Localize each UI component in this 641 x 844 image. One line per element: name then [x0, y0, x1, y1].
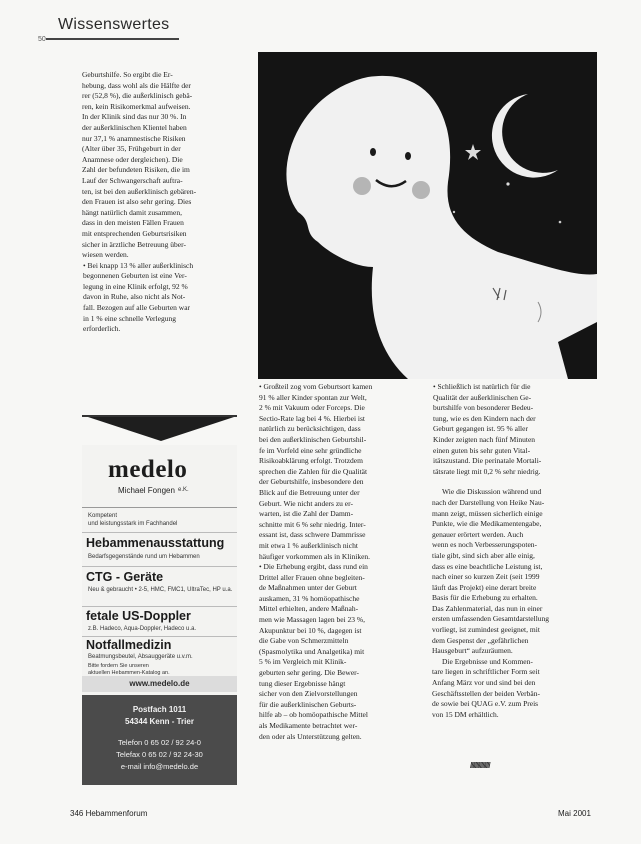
ad-triangle-banner: [88, 417, 234, 441]
bullet-icon: •: [259, 382, 264, 391]
text-line: dass in den meisten Fällen Frauen: [82, 218, 184, 228]
text-line: erforderlich.: [83, 324, 121, 334]
text-line: tare liegen in schriftlicher Form seit: [432, 667, 540, 677]
paragraph-gap: [432, 477, 598, 487]
bullet-icon: •: [83, 260, 88, 270]
text-line: Die Ergebnisse und Kommen-: [442, 656, 533, 666]
ghost-moon-illustration: [258, 52, 597, 379]
text-line: hängt natürlich damit zusammen,: [82, 207, 182, 217]
text-line: dem Gespenst der „gefährlichen: [432, 635, 529, 645]
illustration-graphic: [258, 52, 597, 379]
text-line: nur 37,1 % anamnestische Risiken: [82, 133, 186, 143]
ad-heading-notfallmedizin: Notfallmedizin: [86, 638, 172, 652]
text-line: Geschäftsstellen der beiden Verbän-: [432, 688, 540, 698]
ad-address-line: 54344 Kenn - Trier: [125, 717, 194, 726]
text-line: läuft das Projekt) eine derart breite: [432, 582, 537, 592]
col1-bullet: [82, 261, 236, 335]
text-line: burtshilfe von besonderer Bedeu-: [433, 403, 534, 413]
text-line: rer (52,8 %), die außerklinisch gebä-: [82, 91, 193, 101]
ad-section-desc: z.B. Hadeco, Aqua-Doppler, Hadeco u.a.: [88, 626, 197, 632]
ad-intro: [88, 512, 236, 528]
text-line: wiesen werden.: [82, 250, 129, 260]
medelo-logo: medelo: [108, 456, 188, 483]
ad-separator: [82, 636, 237, 637]
star-icon: [506, 182, 509, 185]
text-line: tätsrate liegt mit 0,2 % sehr niedrig.: [433, 466, 541, 476]
ad-heading-ctg: CTG - Geräte: [86, 570, 164, 584]
ad-contact-email[interactable]: e-mail info@medelo.de: [120, 762, 199, 771]
text-line: tung dieser Ergebnisse hängt: [259, 678, 346, 688]
text-line: (Spasmolytika und Analgetika) mit: [259, 646, 365, 656]
ad-separator: [82, 532, 237, 533]
ad-catalog-request: [88, 663, 236, 676]
text-line: de Maßnahmen unter der Geburt: [259, 583, 357, 593]
col1-paragraph: [82, 70, 236, 261]
text-line: geburten sehr gering. Die Bewer-: [259, 668, 360, 678]
text-line: hebung, dass wohl als die Hälfte der: [82, 80, 191, 90]
text-line: Das Zahlenmaterial, das nun in einer: [432, 603, 543, 613]
text-line: Geburt gegangen ist. 95 % aller: [433, 424, 528, 434]
text-line: Hausgeburt“ aufzuräumen.: [432, 646, 513, 656]
text-line: 2 % mit Vakuum oder Forceps. Die: [259, 403, 365, 413]
ad-contact-fax: Telefax 0 65 02 / 92 24-30: [116, 750, 203, 759]
text-line: Lauf der Schwangerschaft auftra-: [82, 175, 183, 185]
text-line: Geburtshilfe. So ergibt die Er-: [82, 70, 173, 79]
text-line: wenn es noch Verbesserungspoten-: [432, 540, 538, 550]
text-line: schnitte mit 6 % sehr niedrig. Inter-: [259, 519, 366, 529]
text-line: 91 % aller Kinder spontan zur Welt,: [259, 392, 367, 402]
text-line: genauer erörtert werden. Auch: [432, 529, 524, 539]
ad-contact-phone: Telefon 0 65 02 / 92 24-0: [118, 738, 201, 747]
text-line: Wie die Diskussion während und: [442, 487, 542, 497]
text-line: einen guten bis sehr guten Vital-: [433, 445, 531, 455]
text-line: In der Klinik sind das nur 30 %. In: [82, 112, 187, 122]
ad-intro-line: Kompetent: [88, 513, 118, 519]
page-edge-mark: 50: [38, 36, 46, 43]
text-line: bei den außerklinischen Geburtshil-: [259, 434, 367, 444]
ad-website-link[interactable]: www.medelo.de: [129, 679, 190, 688]
text-line: Anfang März vor und sind bei den: [432, 678, 536, 688]
section-title: Wissenswertes: [58, 16, 170, 33]
ad-separator: [82, 566, 237, 567]
text-line: die Gabe von Schmerzmitteln: [259, 636, 349, 646]
text-line: davon in Ruhe, also nicht als Not-: [83, 292, 186, 302]
text-line: (Alter über 35, Frühgeburt in der: [82, 144, 181, 154]
text-line: fall. Bezogen auf alle Geburten war: [83, 303, 191, 313]
ad-owner-suffix: e.K.: [178, 487, 189, 493]
ad-address-line: Postfach 1011: [132, 705, 187, 714]
text-line: ren, kein Risikomerkmal aufweisen.: [82, 101, 191, 111]
text-line: von 15 DM erhältlich.: [432, 709, 499, 719]
text-line: mann zeigt, müssen sicherlich einige: [432, 508, 543, 518]
text-line: Drittel aller Frauen ohne begleiten-: [259, 572, 365, 582]
text-line: den Frauen ist also sehr gering. Dies: [82, 197, 192, 207]
article-column-2: [258, 382, 423, 742]
star-icon: [453, 211, 455, 213]
text-line: mit etwa 1 % außerklinisch nicht: [259, 540, 358, 550]
text-line: als Medikamente betrachtet wer-: [259, 721, 358, 730]
ad-section-desc: Beatmungsbeutel, Absauggeräte u.v.m.: [88, 654, 193, 660]
text-line: fe im Vorfeld eine sehr gründliche: [259, 445, 362, 455]
article-column-1: [82, 70, 236, 335]
ad-heading-doppler: fetale US-Doppler: [86, 609, 191, 623]
ad-intro-line: und leistungsstark im Fachhandel: [88, 521, 178, 527]
text-line: sicher von den Zielvorstellungen: [259, 689, 358, 699]
footer-page-number: 346 Hebammenforum: [70, 809, 148, 818]
text-line: • Schließlich ist natürlich für die: [433, 382, 531, 391]
text-line: für die außerklinischen Geburts-: [259, 699, 357, 709]
text-line: Anamnese oder dergleichen). Die: [82, 154, 183, 164]
ad-owner-name: Michael Fongen: [118, 486, 175, 495]
ad-divider: [82, 507, 237, 508]
text-line: Risikoabklärung erfolgt. Trotzdem: [259, 456, 363, 466]
text-line: dass es eine beachtliche Leistung ist,: [432, 561, 543, 571]
ad-section-desc: Neu & gebraucht • 2-5, HMC, FMC1, UltraTec, HP u.a.: [88, 587, 233, 593]
text-line: Qualität der außerklinischen Ge-: [433, 392, 532, 402]
text-line: Geburt. Wie nicht anders zu er-: [259, 498, 353, 508]
text-line: itätszustand. Die perinatale Mortali-: [433, 456, 542, 466]
text-line: 5 % im Vergleich mit Klinik-: [259, 657, 347, 667]
ad-request-line: aktuellen Hebammen-Katalog an.: [88, 669, 170, 676]
bullet-icon: •: [433, 382, 438, 391]
text-line: Mittel erhielten, andere Maßnah-: [259, 604, 359, 614]
header-rule: [46, 38, 179, 40]
text-line: der außerklinischen Klientel haben: [82, 122, 187, 132]
text-line: Akupunktur bei 10 %, dagegen ist: [259, 625, 362, 635]
text-line: mit entsprechenden Geburtsrisiken: [82, 228, 187, 238]
text-line: Zahl der befundeten Risiken, die im: [82, 165, 190, 175]
end-of-article-marks: ////////////////: [470, 761, 490, 770]
ad-separator: [82, 606, 237, 607]
text-line: Basis für die Erhebung zu erhalten.: [432, 593, 538, 603]
text-line: tung, wie es den Kindern nach der: [433, 413, 536, 423]
text-line: den oder als Unterstützung gelten.: [259, 731, 362, 741]
text-line: • Die Erhebung ergibt, dass rund ein: [259, 562, 368, 572]
text-line: legung in eine Klinik erfolgt, 92 %: [83, 281, 188, 291]
text-line: warten, ist die Zahl der Damm-: [259, 509, 354, 519]
text-line: • Großteil zog vom Geburtsort kamen: [259, 382, 373, 391]
text-line: vorliegt, ist zumindest geeignet, mit: [432, 625, 540, 635]
text-line: der Geburtshilfe, insbesondere den: [259, 477, 364, 487]
text-line: men wie Massagen lagen bei 23 %,: [259, 615, 366, 625]
ad-request-line: Bitte fordern Sie unseren: [88, 663, 149, 669]
text-line: Kinder zeigten nach fünf Minuten: [433, 434, 536, 444]
text-line: nach einer so kurzen Zeit (seit 1999: [432, 572, 540, 582]
text-line: hilfe ab – ob homöopathische Mittel: [259, 710, 368, 720]
ad-heading-hebammenausstattung: Hebammenausstattung: [86, 536, 225, 550]
text-line: natürlich zu berücksichtigen, dass: [259, 424, 361, 434]
star-icon: [559, 221, 562, 224]
text-line: begonnenen Geburten ist eine Ver-: [83, 271, 187, 281]
text-line: ten, ist bei den außerklinisch gebären-: [82, 186, 197, 196]
text-line: Blick auf die Betreuung unter der: [259, 487, 360, 497]
article-column-3: [432, 382, 598, 720]
footer-issue-date: Mai 2001: [558, 809, 591, 818]
text-line: nach der Darstellung von Heike Nau-: [432, 497, 545, 507]
text-line: essant ist, dass schwere Dammrisse: [259, 530, 366, 540]
text-line: sicher in ärztliche Betreuung über-: [82, 239, 186, 249]
text-line: ersten umfassenden Gesamtdarstellung: [432, 614, 550, 624]
text-line: tiale gibt, sind sich aber alle einig,: [432, 550, 535, 560]
text-line: Sectio-Rate lag bei 4 %. Hierbei ist: [259, 413, 366, 423]
text-line: Punkte, wie die Medikamentengabe,: [432, 519, 542, 529]
text-line: auskamen, 31 % homöopathische: [259, 593, 360, 603]
text-line: in 1 % eine schnelle Verlegung: [83, 313, 176, 323]
text-line: de sowie bei QUAG e.V. zum Preis: [432, 699, 539, 709]
text-line: • Bei knapp 13 % aller außerklinisch: [83, 260, 194, 270]
bullet-icon: •: [259, 562, 264, 572]
text-line: sprechen die Zahlen für die Qualität: [259, 466, 368, 476]
ad-section-desc: Bedarfsgegenstände rund um Hebammen: [88, 554, 200, 560]
text-line: häufiger vorkommen als in Kliniken.: [259, 551, 371, 561]
